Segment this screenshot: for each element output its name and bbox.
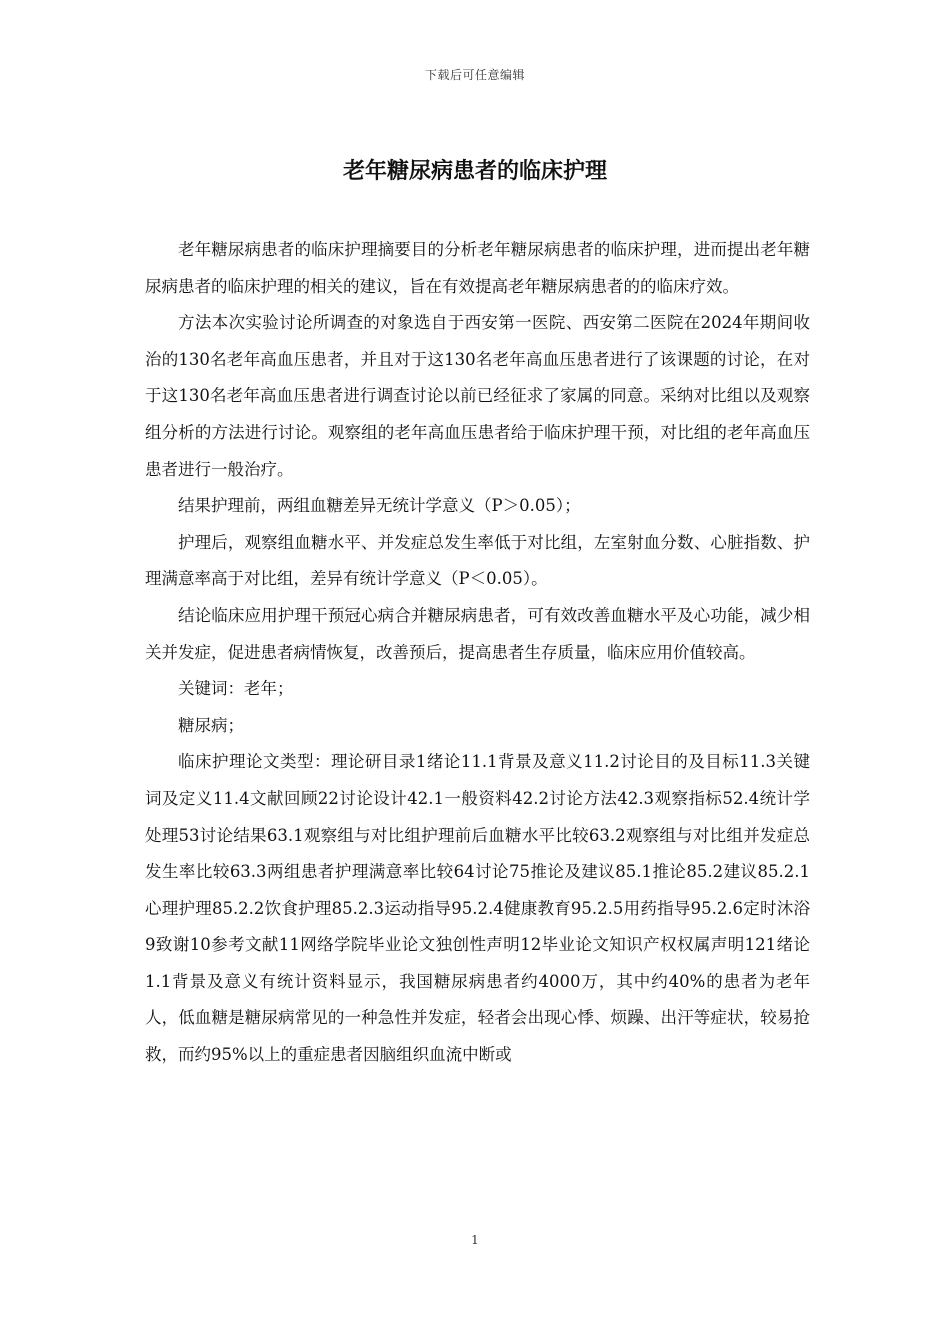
- document-body: [145, 232, 810, 1074]
- paragraph-abstract-objective: 老年糖尿病患者的临床护理摘要目的分析老年糖尿病患者的临床护理，进而提出老年糖尿病患者的临床护理的相关的建议，旨在有效提高老年糖尿病患者的的临床疗效。: [145, 240, 810, 296]
- page-header: 下载后可任意编辑: [424, 68, 525, 82]
- paragraph-methods: 方法本次实验讨论所调查的对象选自于西安第一医院、西安第二医院在2024年期间收治的130名老年高血压患者，并且对于这130名老年高血压患者进行了该课题的讨论，在对于这130名老年高血压患者进行调查讨论以前已经征求了家属的同意。采纳对比组以及观察组分析的方法进行讨论。观察组的老年高血压患者给于临床护理干预，对比组的老年高血压患者进行一般治疗。: [145, 313, 810, 479]
- paragraph-table-of-contents: 临床护理论文类型：理论研目录1绪论11.1背景及意义11.2讨论目的及目标11.3关键词及定义11.4文献回顾22讨论设计42.1一般资料42.2讨论方法42.3观察指标52.4统计学处理53讨论结果63.1观察组与对比组护理前后血糖水平比较63.2观察组与对比组并发症总发生率比较63.3两组患者护理满意率比较64讨论75推论及建议85.1推论85.2建议85.2.1心理护理85.2.2饮食护理85.2.3运动指导95.2.4健康教育95.2.5用药指导95.2.6定时沐浴9致谢10参考文献11网络学院毕业论文独创性声明12毕业论文知识产权权属声明121绪论1.1背景及意义有统计资料显示，我国糖尿病患者约4000万，其中约40%的患者为老年人，低血糖是糖尿病常见的一种急性并发症，轻者会出现心悸、烦躁、出汗等症状，较易抢救，而约95%以上的重症患者因脑组织血流中断或: [145, 752, 810, 1065]
- paragraph-keyword-diabetes: 糖尿病；: [178, 715, 244, 735]
- document-title: 老年糖尿病患者的临床护理: [342, 159, 607, 184]
- paragraph-results-before: 结果护理前，两组血糖差异无统计学意义（P＞0.05）；: [178, 496, 581, 516]
- paragraph-keywords: 关键词：老年；: [178, 679, 294, 699]
- page-number: 1: [471, 1233, 479, 1247]
- paragraph-conclusion: 结论临床应用护理干预冠心病合并糖尿病患者，可有效改善血糖水平及心功能，减少相关并发症，促进患者病情恢复，改善预后，提高患者生存质量，临床应用价值较高。: [145, 605, 810, 662]
- paragraph-results-after: 护理后，观察组血糖水平、并发症总发生率低于对比组，左室射血分数、心脏指数、护理满意率高于对比组，差异有统计学意义（P＜0.05）。: [145, 532, 810, 589]
